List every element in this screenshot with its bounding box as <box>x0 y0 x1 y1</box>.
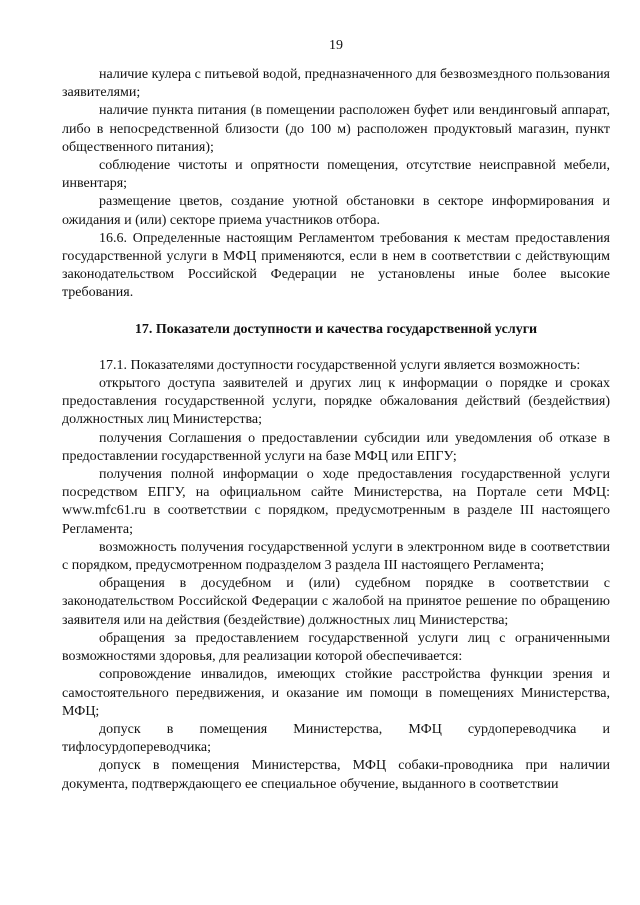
paragraph: обращения в досудебном и (или) судебном порядке в соответствии с законодательством Российской Федерации с жалобой на принятое решение по обращению заявителя или на действия (бездействие) должностных лиц Министерства; <box>62 576 610 628</box>
paragraph: 16.6. Определенные настоящим Регламентом требования к местам предоставления государственной услуги в МФЦ применяются, если в нем в соответствии с действующим законодательством Российской Федерации не установлены иные более высокие требования. <box>62 230 610 301</box>
section-16-continued <box>62 66 610 303</box>
paragraph: открытого доступа заявителей и других лиц к информации о порядке и сроках предоставления государственной услуги, порядке обжалования действий (бездействия) должностных лиц Министерства; <box>62 376 610 428</box>
paragraph: соблюдение чистоты и опрятности помещения, отсутствие неисправной мебели, инвентаря; <box>62 158 610 192</box>
paragraph: возможность получения государственной услуги в электронном виде в соответствии с порядком, предусмотренном подразделом 3 раздела III настоящего Регламента; <box>62 539 610 574</box>
page-number: 19 <box>329 38 343 53</box>
paragraph: обращения за предоставлением государственной услуги лиц с ограниченными возможностями здоровья, для реализации которой обеспечивается: <box>62 630 610 665</box>
paragraph: наличие кулера с питьевой водой, предназначенного для безвозмездного пользования заявителями; <box>62 67 610 101</box>
paragraph: получения Соглашения о предоставлении субсидии или уведомления об отказе в предоставлении государственной услуги на базе МФЦ или ЕПГУ; <box>62 430 610 464</box>
section-heading: 17. Показатели доступности и качества государственной услуги <box>134 321 538 337</box>
paragraph: получения полной информации о ходе предоставления государственной услуги посредством ЕПГУ, на официальном сайте Министерства, на Портале сети МФЦ: www.mfc61.ru в соответствии с порядком, предусмотренным в разделе III настоящего Регламента; <box>62 467 610 537</box>
paragraph: сопровождение инвалидов, имеющих стойкие расстройства функции зрения и самостоятельного передвижения, и оказание им помощи в помещениях Министерства, МФЦ; <box>62 667 610 719</box>
paragraph: 17.1. Показателями доступности государственной услуги является возможность: <box>99 357 581 373</box>
section-17 <box>62 357 610 794</box>
paragraph: наличие пункта питания (в помещении расположен буфет или вендинговый аппарат, либо в непосредственной близости (до 100 м) расположен продуктовый магазин, пункт общественного питания); <box>62 103 610 155</box>
paragraph: допуск в помещения Министерства, МФЦ собаки-проводника при наличии документа, подтверждающего ее специальное обучение, выданного в соответствии <box>62 758 610 792</box>
paragraph: допуск в помещения Министерства, МФЦ сурдопереводчика и тифлосурдопереводчика; <box>62 721 610 756</box>
paragraph: размещение цветов, создание уютной обстановки в секторе информирования и ожидания и (или) секторе приема участников отбора. <box>62 194 610 228</box>
